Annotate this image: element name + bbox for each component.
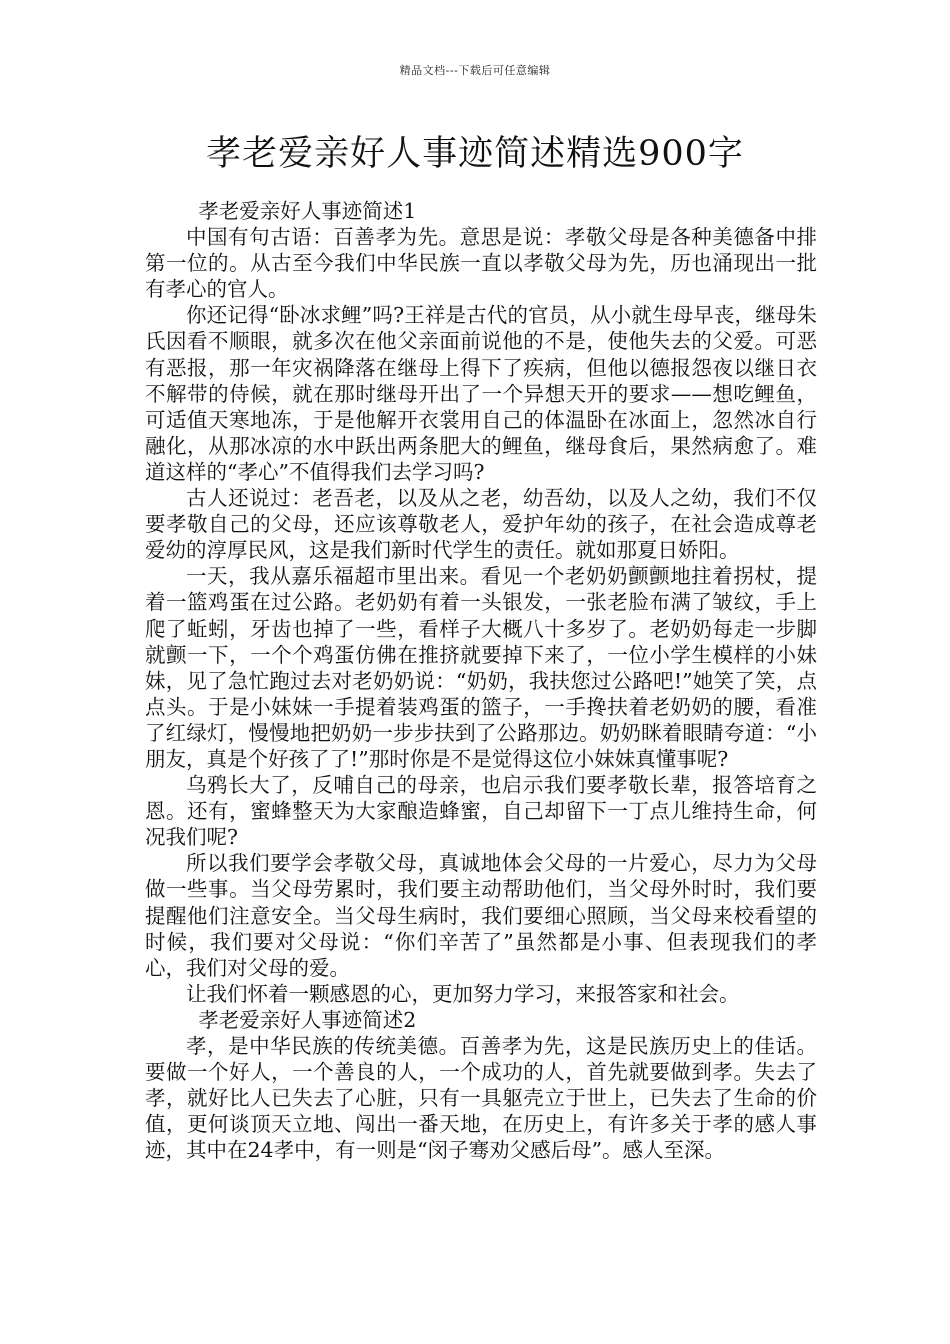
- paragraph: 让我们怀着一颗感恩的心，更加努力学习，来报答家和社会。: [186, 981, 740, 1006]
- paragraph: 乌鸦长大了，反哺自己的母亲，也启示我们要孝敬长辈，报答培育之恩。还有，蜜蜂整天为大家酿造蜂蜜，自己却留下一丁点儿维持生命，何况我们呢?: [145, 773, 817, 850]
- paragraph: 古人还说过：老吾老，以及从之老，幼吾幼，以及人之幼，我们不仅要孝敬自己的父母，还应该尊敬老人，爱护年幼的孩子，在社会造成尊老爱幼的淳厚民风，这是我们新时代学生的责任。就如那夏日娇阳。: [145, 486, 817, 563]
- document-title: 孝老爱亲好人事迹简述精选900字: [206, 134, 744, 174]
- paragraph: 中国有句古语：百善孝为先。意思是说：孝敬父母是各种美德备中排第一位的。从古至今我们中华民族一直以孝敬父母为先，历也涌现出一批有孝心的官人。: [145, 225, 817, 302]
- paragraph: 你还记得“卧冰求鲤”吗?王祥是古代的官员，从小就生母早丧，继母朱氏因看不顺眼，就多次在他父亲面前说他的不是，使他失去的父爱。可恶有恶报，那一年灾祸降落在继母上得下了疾病，但他以德报怨夜以继日衣不解带的侍候，就在那时继母开出了一个异想天开的要求——想吃鲤鱼，可适值天寒地冻，于是他解开衣裳用自己的体温卧在冰面上，忽然冰自行融化，从那冰凉的水中跃出两条肥大的鲤鱼，继母食后，果然病愈了。难道这样的“孝心”不值得我们去学习吗?: [145, 303, 817, 484]
- paragraph: 所以我们要学会孝敬父母，真诚地体会父母的一片爱心，尽力为父母做一些事。当父母劳累时，我们要主动帮助他们，当父母外时时，我们要提醒他们注意安全。当父母生病时，我们要细心照顾，当父母来校看望的时候，我们要对父母说：“你们辛苦了”虽然都是小事、但表现我们的孝心，我们对父母的爱。: [145, 851, 817, 980]
- section-heading: 孝老爱亲好人事迹简述2: [198, 1007, 417, 1032]
- paragraph: 孝，是中华民族的传统美德。百善孝为先，这是民族历史上的佳话。要做一个好人，一个善良的人，一个成功的人，首先就要做到孝。失去了孝，就好比人已失去了心脏，只有一具躯壳立于世上，已失去了生命的价值，更何谈顶天立地、闯出一番天地，在历史上，有许多关于孝的感人事迹，其中在24孝中，有一则是“闵子骞劝父感后母”。感人至深。: [145, 1034, 817, 1163]
- page-header: 精品文档---下载后可任意编辑: [399, 64, 551, 77]
- section-heading: 孝老爱亲好人事迹简述1: [198, 199, 417, 223]
- paragraph: 一天，我从嘉乐福超市里出来。看见一个老奶奶颤颤地拄着拐杖，提着一篮鸡蛋在过公路。老奶奶有着一头银发，一张老脸布满了皱纹，手上爬了蚯蚓，牙齿也掉了一些，看样子大概八十多岁了。老奶奶每走一步脚就颤一下，一个个鸡蛋仿佛在推挤就要掉下来了，一位小学生模样的小妹妹，见了急忙跑过去对老奶奶说：“奶奶，我扶您过公路吧!”她笑了笑，点点头。于是小妹妹一手提着装鸡蛋的篮子，一手搀扶着老奶奶的腰，看准了红绿灯，慢慢地把奶奶一步步扶到了公路那边。奶奶眯着眼睛夸道：“小朋友，真是个好孩了了!”那时你是不是觉得这位小妹妹真懂事呢?: [145, 564, 817, 771]
- document-body: [145, 198, 817, 1163]
